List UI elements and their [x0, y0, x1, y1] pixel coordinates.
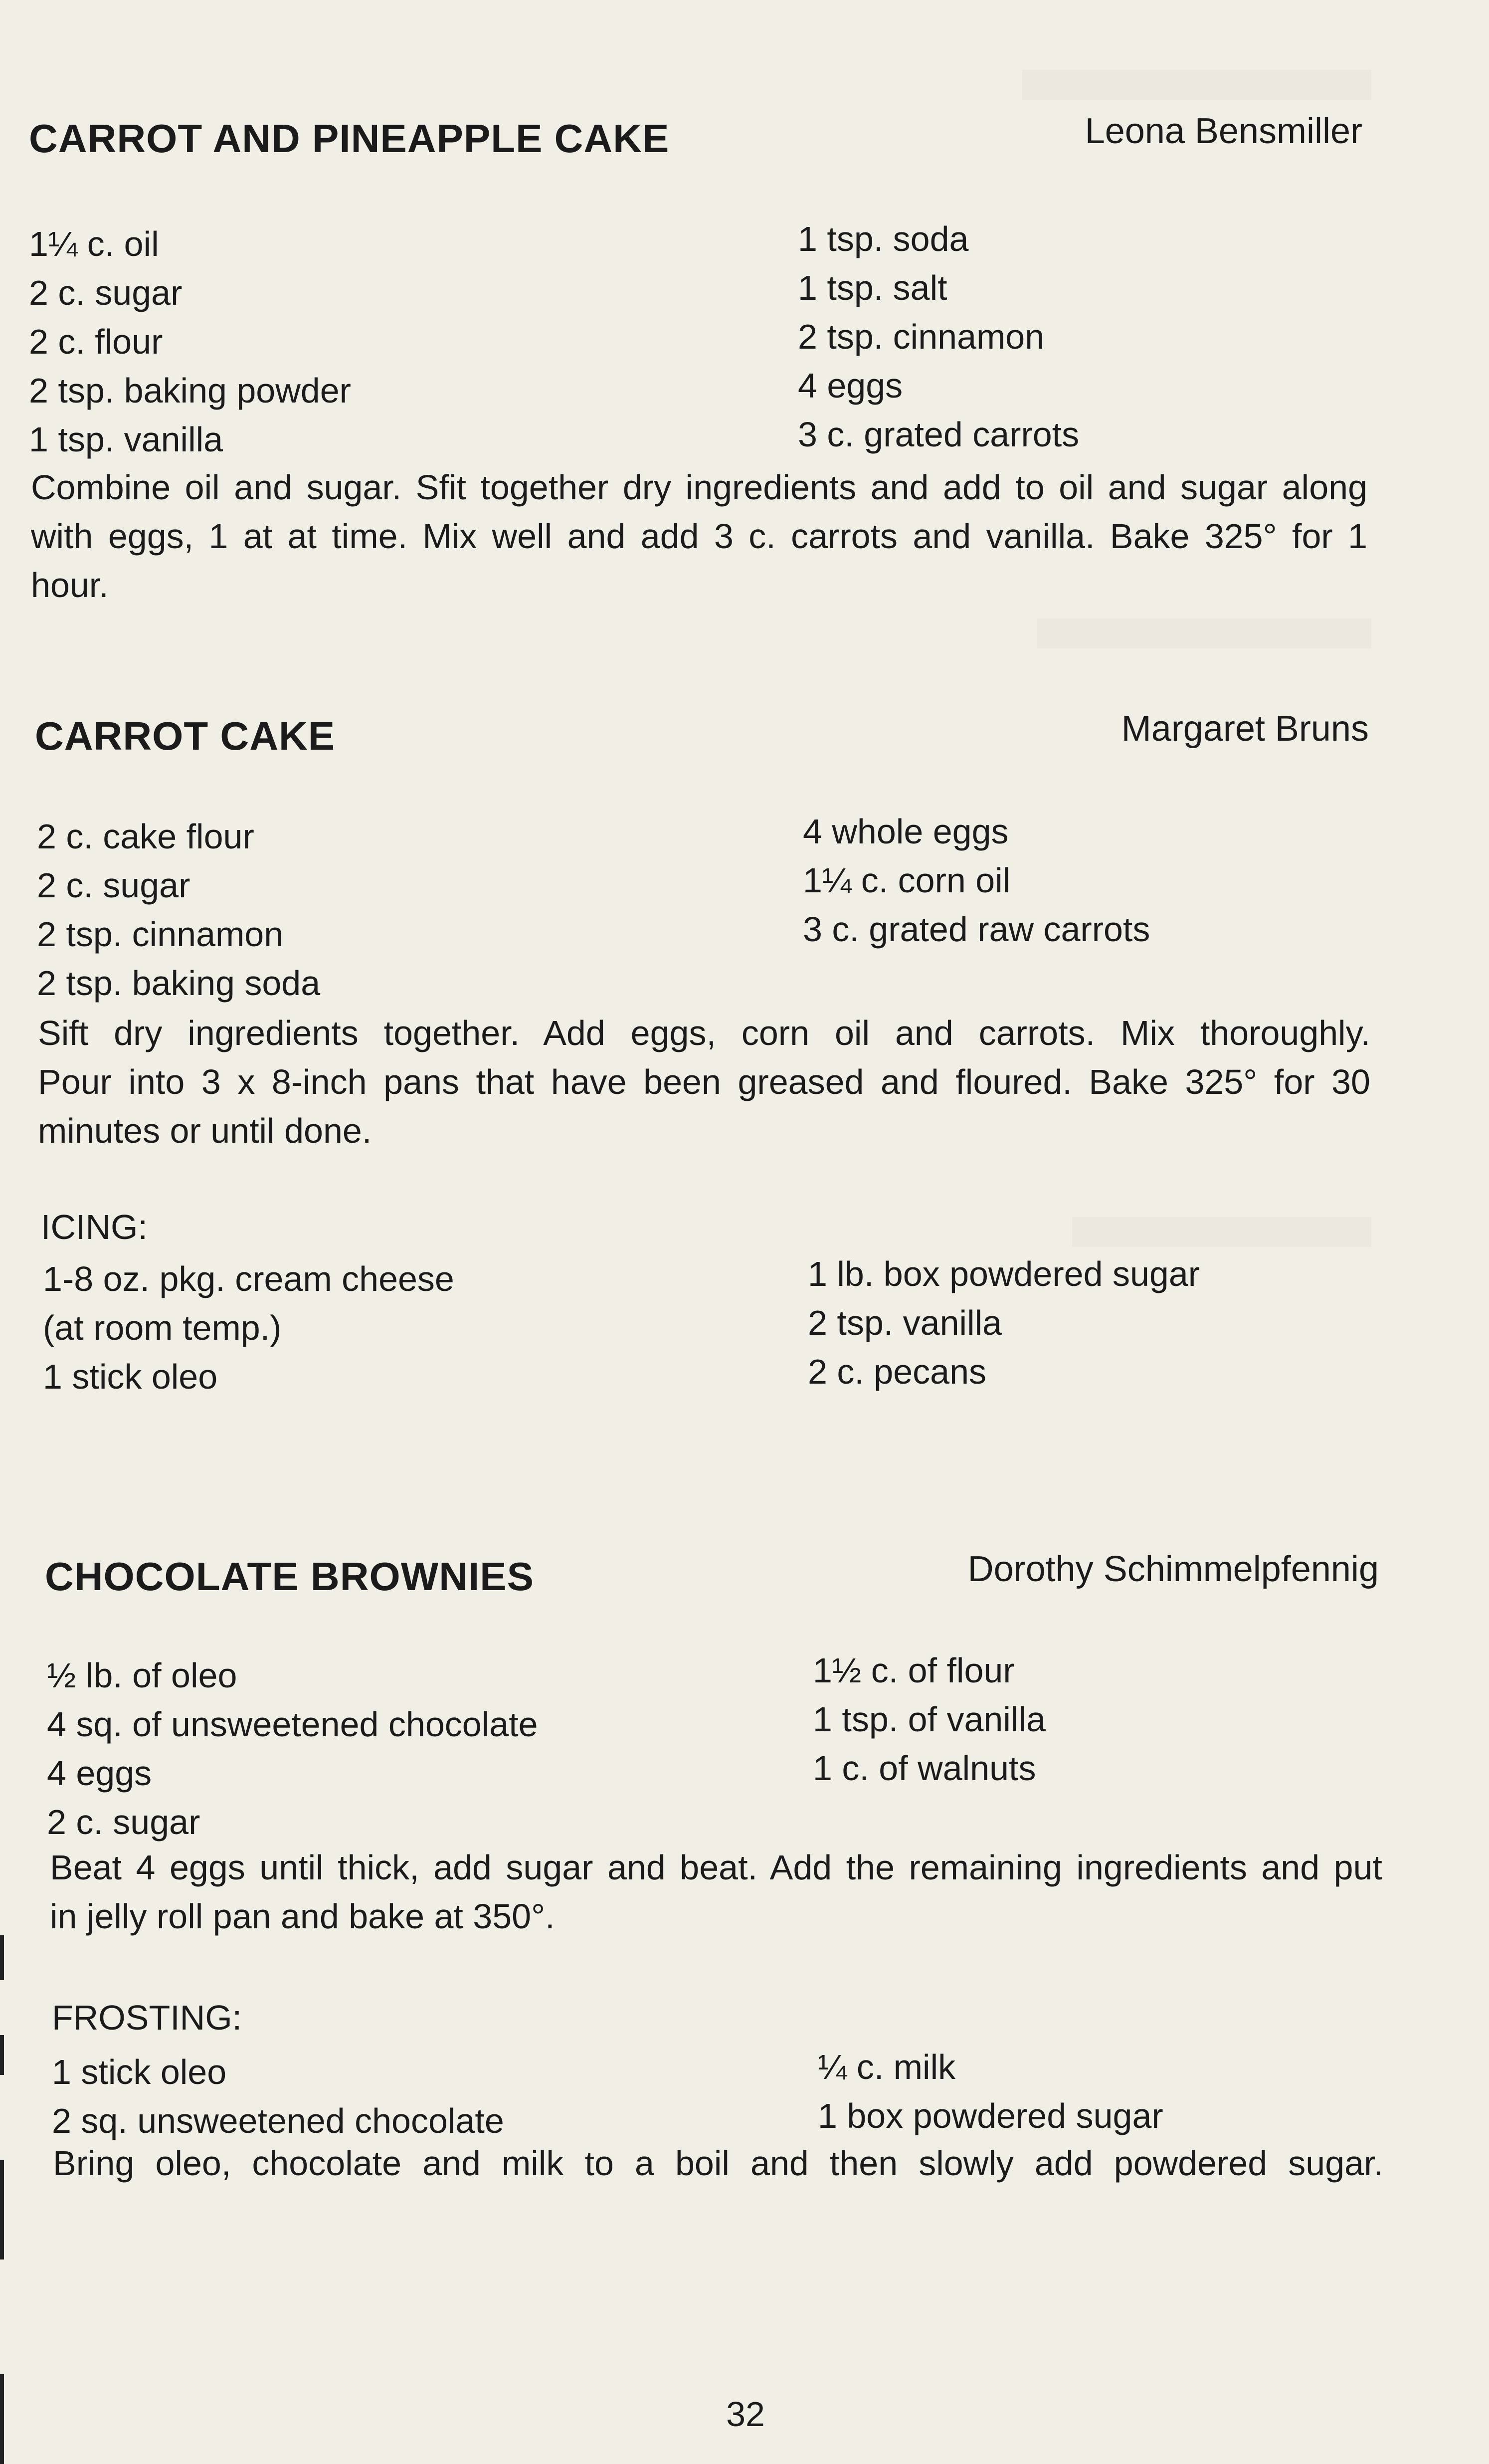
- ingredient-item: 3 c. grated carrots: [798, 415, 1080, 454]
- ingredient-item: 2 c. pecans: [808, 1352, 986, 1391]
- recipe-author: Leona Bensmiller: [1085, 111, 1362, 151]
- instruction-line: Pour into 3 x 8-inch pans that have been greased and floured. Bake 325° for 30: [38, 1062, 1370, 1101]
- instruction-line: with eggs, 1 at at time. Mix well and add 3 c. carrots and vanilla. Bake 325° for 1: [31, 517, 1367, 556]
- recipe-title: CHOCOLATE BROWNIES: [45, 1554, 534, 1599]
- ingredient-item: 1 c. of walnuts: [813, 1749, 1036, 1788]
- instruction-line: Combine oil and sugar. Sfit together dry ingredients and add to oil and sugar along: [31, 468, 1367, 507]
- instruction-line: Sift dry ingredients together. Add eggs, corn oil and carrots. Mix thoroughly.: [38, 1014, 1370, 1052]
- ingredient-item: 1 lb. box powdered sugar: [808, 1254, 1200, 1293]
- ingredient-item: 1¼ c. oil: [29, 224, 159, 263]
- ingredient-item: 1 tsp. salt: [798, 268, 947, 307]
- recipe-title: CARROT CAKE: [35, 714, 336, 758]
- ingredient-item: 2 tsp. cinnamon: [37, 915, 284, 954]
- ingredient-item: 1 tsp. soda: [798, 219, 969, 258]
- ingredient-item: 1¼ c. corn oil: [803, 861, 1011, 900]
- page-number: 32: [726, 2395, 765, 2434]
- ingredient-item: 2 c. cake flour: [37, 817, 254, 856]
- recipe-instructions: [50, 1843, 1382, 1941]
- ingredient-item: (at room temp.): [43, 1308, 282, 1347]
- ingredient-item: ¼ c. milk: [818, 2048, 956, 2086]
- bleed-through-texture: [1022, 70, 1371, 100]
- ingredient-item: 2 c. sugar: [37, 866, 190, 905]
- ingredient-list-left: [29, 219, 351, 464]
- recipe-instructions: [38, 1009, 1370, 1155]
- ingredient-list-left: [47, 1651, 538, 1847]
- ingredient-item: 1 tsp. of vanilla: [813, 1700, 1046, 1739]
- ingredient-list-right: [813, 1646, 1046, 1793]
- instruction-line: Beat 4 eggs until thick, add sugar and beat. Add the remaining ingredients and put: [50, 1848, 1382, 1887]
- ingredient-item: 2 sq. unsweetened chocolate: [52, 2101, 504, 2140]
- page-edge-mark: [0, 2374, 4, 2464]
- frosting-list-left: [52, 2048, 504, 2145]
- frosting-label: FROSTING:: [52, 1998, 242, 2037]
- ingredient-list-left: [37, 812, 320, 1008]
- ingredient-item: 1 tsp. vanilla: [29, 420, 223, 459]
- ingredient-item: ½ lb. of oleo: [47, 1656, 237, 1695]
- ingredient-item: 4 sq. of unsweetened chocolate: [47, 1705, 538, 1744]
- recipe-title: CARROT AND PINEAPPLE CAKE: [29, 116, 670, 161]
- ingredient-item: 4 whole eggs: [803, 812, 1009, 851]
- ingredient-list-right: [803, 807, 1150, 954]
- ingredient-list-right: [798, 214, 1079, 459]
- ingredient-item: 1½ c. of flour: [813, 1651, 1015, 1690]
- ingredient-item: 2 tsp. baking soda: [37, 964, 321, 1003]
- recipe-instructions: [31, 463, 1367, 610]
- ingredient-item: 1 stick oleo: [52, 2053, 227, 2091]
- recipe-author: Margaret Bruns: [1121, 709, 1369, 749]
- instruction-line: Bring oleo, chocolate and milk to a boil and then slowly add powdered sugar.: [53, 2144, 1383, 2183]
- ingredient-item: 2 c. sugar: [29, 273, 183, 312]
- ingredient-item: 4 eggs: [47, 1754, 152, 1793]
- bleed-through-texture: [1037, 618, 1371, 648]
- ingredient-item: 2 tsp. cinnamon: [798, 317, 1045, 356]
- ingredient-item: 1-8 oz. pkg. cream cheese: [43, 1259, 454, 1298]
- page-edge-mark: [0, 2035, 4, 2075]
- page-edge-mark: [0, 1935, 4, 1980]
- recipe-author: Dorothy Schimmelpfennig: [967, 1549, 1379, 1589]
- frosting-list-right: [818, 2043, 1163, 2140]
- icing-list-right: [808, 1249, 1200, 1396]
- ingredient-item: 2 tsp. vanilla: [808, 1303, 1002, 1342]
- instruction-line: in jelly roll pan and bake at 350°.: [50, 1897, 555, 1936]
- instruction-line: minutes or until done.: [38, 1111, 372, 1150]
- ingredient-item: 3 c. grated raw carrots: [803, 910, 1150, 949]
- ingredient-item: 1 box powdered sugar: [818, 2096, 1163, 2135]
- bleed-through-texture: [1072, 1217, 1371, 1247]
- ingredient-item: 2 c. flour: [29, 322, 163, 361]
- ingredient-item: 2 c. sugar: [47, 1803, 200, 1842]
- instruction-line: hour.: [31, 566, 109, 605]
- page-edge-mark: [0, 2160, 4, 2259]
- ingredient-item: 1 stick oleo: [43, 1357, 218, 1396]
- frosting-instructions: [53, 2139, 1383, 2188]
- ingredient-item: 2 tsp. baking powder: [29, 371, 351, 410]
- ingredient-item: 4 eggs: [798, 366, 903, 405]
- icing-list-left: [43, 1254, 454, 1401]
- icing-label: ICING:: [41, 1208, 148, 1246]
